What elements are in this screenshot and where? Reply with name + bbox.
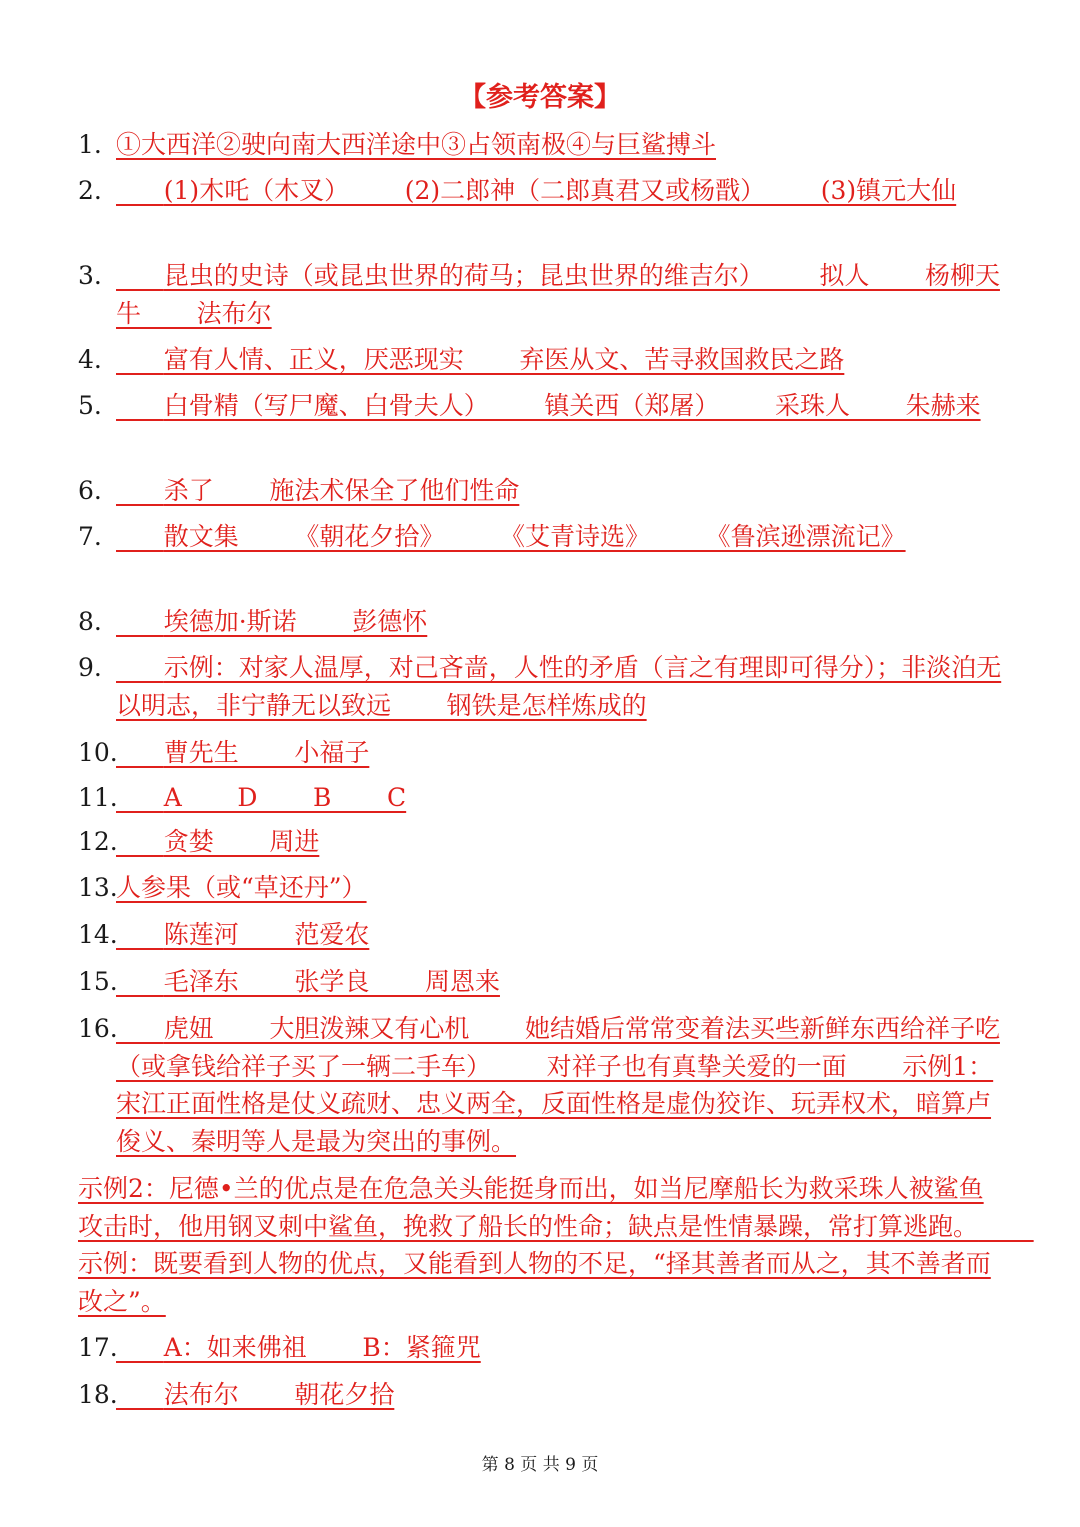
item-number: 5. xyxy=(78,391,102,420)
answer-item-6 xyxy=(78,472,1008,510)
item-number: 10. xyxy=(78,738,118,767)
item-answer: 散文集 《朝花夕拾》 《艾青诗选》 《鲁滨逊漂流记》 xyxy=(116,522,906,551)
item-number: 12. xyxy=(78,827,118,856)
answer-item-1 xyxy=(78,126,1008,164)
item-answer: 陈莲河 范爱农 xyxy=(116,920,370,949)
answer-item-16-continuation: 示例2：尼德•兰的优点是在危急关头能挺身而出，如当尼摩船长为救采珠人被鲨鱼攻击时，他用钢叉刺中鲨鱼，挽救了船长的性命；缺点是性情暴躁，常打算逃跑。 示例：既要看到人物的优点，又能看到人物的不足，“择其善者而从之，其不善者而改之”。 xyxy=(78,1174,1034,1316)
item-answer: 曹先生 小福子 xyxy=(116,738,370,767)
answer-item-18 xyxy=(78,1376,1008,1414)
item-number: 14. xyxy=(78,920,118,949)
item-number: 9. xyxy=(78,653,102,682)
item-number: 3. xyxy=(78,261,102,290)
item-answer: 贪婪 周进 xyxy=(116,827,320,856)
item-number: 1. xyxy=(78,130,102,159)
answer-item-11 xyxy=(78,779,1008,817)
answer-item-9 xyxy=(78,649,1008,724)
item-answer: 杀了 施法术保全了他们性命 xyxy=(116,476,520,505)
item-answer: 埃德加·斯诺 彭德怀 xyxy=(116,607,428,636)
item-number: 16. xyxy=(78,1014,118,1043)
answer-item-12 xyxy=(78,823,1008,861)
item-number: 15. xyxy=(78,967,118,996)
answer-item-16 xyxy=(78,1010,1008,1160)
item-answer: ①大西洋②驶向南大西洋途中③占领南极④与巨鲨搏斗 xyxy=(116,130,717,159)
answer-item-7 xyxy=(78,518,1008,556)
item-number: 7. xyxy=(78,522,102,551)
answer-item-10 xyxy=(78,734,1008,772)
item-answer: 法布尔 朝花夕拾 xyxy=(116,1380,395,1409)
answer-item-13 xyxy=(78,869,1008,907)
item-answer: A：如来佛祖 B：紧箍咒 xyxy=(116,1333,481,1362)
item-answer: 虎妞 大胆泼辣又有心机 她结婚后常常变着法买些新鲜东西给祥子吃（或拿钱给祥子买了一辆二手车） 对祥子也有真挚关爱的一面 示例1：宋江正面性格是仗义疏财、忠义两全，反面性格是虚伪狡诈、玩弄权术，暗算卢俊义、秦明等人是最为突出的事例。 xyxy=(116,1014,1000,1156)
item-number: 13. xyxy=(78,873,118,902)
item-number: 6. xyxy=(78,476,102,505)
item-answer: A D B C xyxy=(116,783,407,812)
answer-item-15 xyxy=(78,963,1008,1001)
item-number: 18. xyxy=(78,1380,118,1409)
item-answer: 示例：对家人温厚，对己吝啬，人性的矛盾（言之有理即可得分）；非淡泊无以明志，非宁静无以致远 钢铁是怎样炼成的 xyxy=(116,653,1002,720)
item-number: 2. xyxy=(78,176,102,205)
item-answer: 富有人情、正义，厌恶现实 弃医从文、苦寻救国救民之路 xyxy=(116,345,845,374)
item-number: 11. xyxy=(78,783,118,812)
answer-item-8 xyxy=(78,603,1008,641)
item-answer: 人参果（或“草还丹”） xyxy=(116,873,367,902)
answer-item-14 xyxy=(78,916,1008,954)
answer-item-5 xyxy=(78,387,1008,425)
item-number: 8. xyxy=(78,607,102,636)
item-answer: 昆虫的史诗（或昆虫世界的荷马；昆虫世界的维吉尔） 拟人 杨柳天牛 法布尔 xyxy=(116,261,1000,328)
answer-item-17 xyxy=(78,1329,1008,1367)
answer-item-3 xyxy=(78,257,1008,332)
item-number: 17. xyxy=(78,1333,118,1362)
answer-item-2 xyxy=(78,172,1008,210)
item-answer: 毛泽东 张学良 周恩来 xyxy=(116,967,500,996)
item-number: 4. xyxy=(78,345,102,374)
item-answer: (1)木吒（木叉） (2)二郎神（二郎真君又或杨戬） (3)镇元大仙 xyxy=(116,176,957,205)
page-footer: 第 8 页 共 9 页 xyxy=(481,1455,599,1475)
page-title: 【参考答案】 xyxy=(459,82,621,113)
answer-item-4 xyxy=(78,341,1008,379)
item-answer: 白骨精（写尸魔、白骨夫人） 镇关西（郑屠） 采珠人 朱赫来 xyxy=(116,391,981,420)
